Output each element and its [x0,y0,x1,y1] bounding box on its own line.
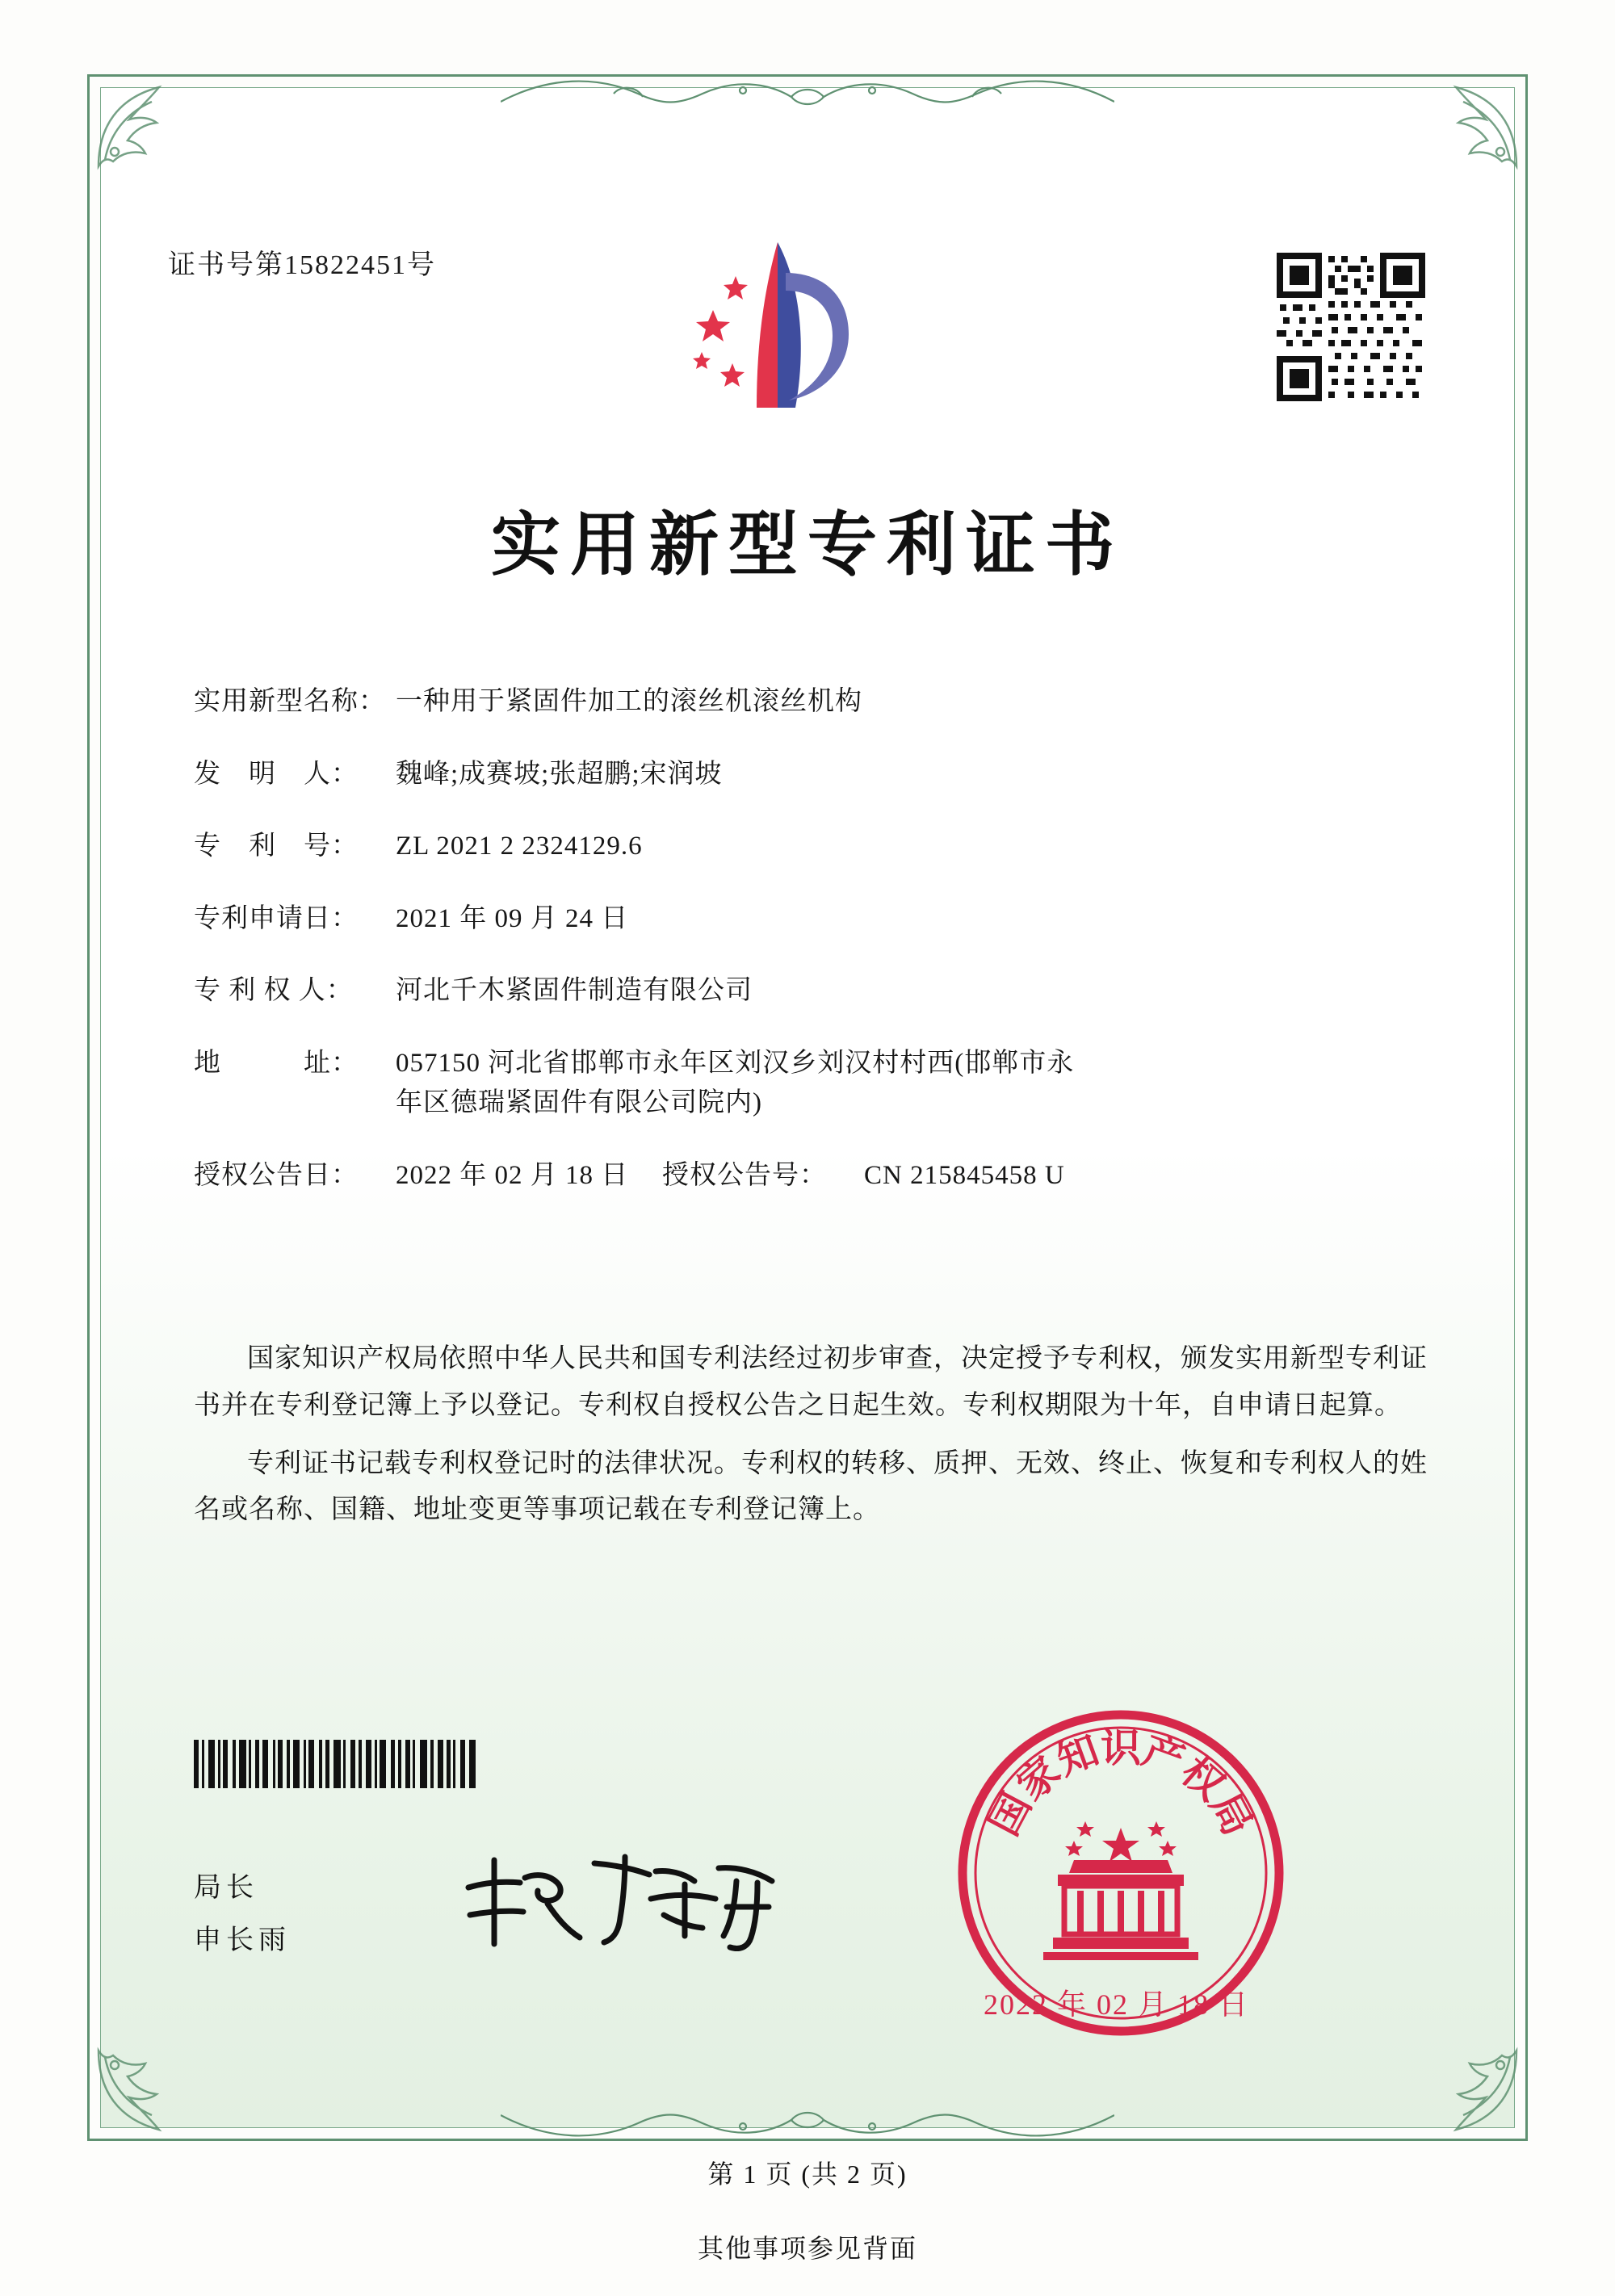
corner-ornament-icon [1428,2043,1525,2139]
svg-text:知: 知 [1051,1725,1105,1785]
director-title-label: 局长 [194,1873,258,1903]
bottom-flourish-ornament-icon [501,2091,1114,2147]
certificate-number: 证书号第15822451号 [168,250,436,280]
svg-text:家: 家 [1007,1746,1070,1810]
field-value: ZL 2021 2 2324129.6 [396,832,643,861]
field-inventors [194,755,1421,795]
corner-ornament-icon [90,2043,187,2139]
field-label: 实用新型名称： [194,687,386,716]
corner-ornament-icon [90,78,187,174]
field-value-continued: 年区德瑞紧固件有限公司院内) [396,1088,762,1117]
field-grant-announcement [194,1156,1421,1196]
grant-number-value: CN 215845458 U [864,1160,1065,1190]
svg-text:局: 局 [1201,1785,1263,1843]
field-label: 专 利 权 人： [194,976,354,1005]
field-value: 057150 河北省邯郸市永年区刘汉乡刘汉村村西(邯郸市永 [396,1048,1075,1078]
svg-text:权: 权 [1172,1746,1235,1810]
grant-date-label: 授权公告日： [194,1160,359,1190]
svg-text:识: 识 [1101,1724,1141,1771]
field-label: 发 明 人： [194,759,359,789]
field-label: 专利申请日： [194,903,359,933]
cnipa-logo-icon [682,234,876,424]
legal-paragraph-2: 专利证书记载专利权登记时的法律状况。专利权的转移、质押、无效、终止、恢复和专利权人的姓名或名称、国籍、地址变更等事项记载在专利登记簿上。 [194,1448,1428,1525]
certificate-fields [194,682,1421,1231]
handwritten-signature-icon [452,1841,791,1962]
field-application-date [194,899,1421,940]
field-address [194,1044,1421,1124]
field-value: 魏峰;成赛坡;张超鹏;宋润坡 [396,759,723,789]
barcode-icon [194,1740,606,1788]
page-number: 第 1 页 (共 2 页) [707,2160,908,2189]
svg-text:国: 国 [979,1785,1041,1843]
footer-note: 其他事项参见背面 [697,2234,917,2263]
field-label: 地 址： [194,1048,359,1078]
field-value: 一种用于紧固件加工的滚丝机滚丝机构 [396,687,862,716]
qr-code-icon [1270,246,1432,408]
corner-ornament-icon [1428,78,1525,174]
grant-number-label: 授权公告号： [662,1160,827,1190]
field-invention-name [194,682,1421,723]
director-name-label: 申长雨 [194,1925,291,1955]
field-label: 专 利 号： [194,832,359,861]
top-flourish-ornament-icon [501,69,1114,126]
page-title: 实用新型专利证书 [491,504,1124,585]
svg-text:产: 产 [1136,1725,1191,1785]
seal-date: 2022 年 02 月 18 日 [984,1988,1250,2021]
field-value: 2021 年 09 月 24 日 [396,903,629,933]
legal-text-block [194,1336,1428,1545]
grant-date-value: 2022 年 02 月 18 日 [396,1160,629,1190]
field-patent-number [194,827,1421,867]
legal-paragraph-1: 国家知识产权局依照中华人民共和国专利法经过初步审查，决定授予专利权，颁发实用新型专利证书并在专利登记簿上予以登记。专利权自授权公告之日起生效。专利权期限为十年，自申请日起算。 [194,1344,1428,1420]
field-value: 河北千木紧固件制造有限公司 [396,976,753,1005]
field-patentee [194,971,1421,1012]
